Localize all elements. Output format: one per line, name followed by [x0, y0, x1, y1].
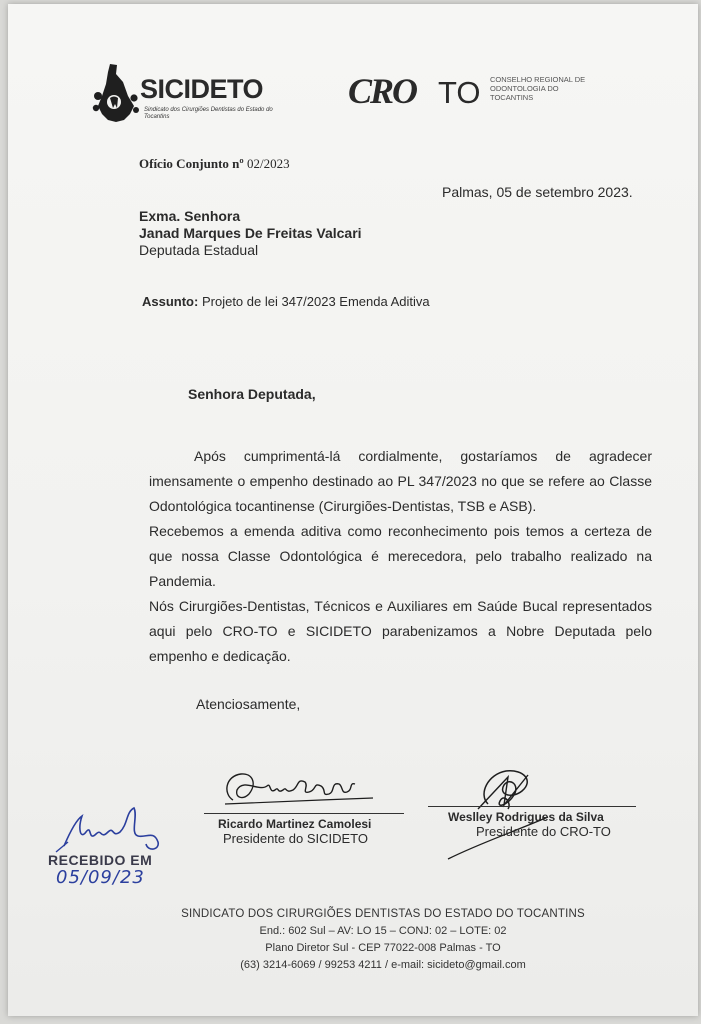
letter-page — [8, 4, 698, 1016]
footer-address-1: End.: 602 Sul – AV: LO 15 – CONJ: 02 – LOTE: 02 — [259, 925, 507, 937]
footer-address-2: Plano Diretor Sul - CEP 77022-008 Palmas - TO — [265, 942, 501, 954]
signature-line — [204, 813, 404, 814]
recipient-salutation: Exma. Senhora — [139, 208, 241, 224]
greeting: Senhora Deputada, — [188, 386, 316, 402]
signer-name: Ricardo Martinez Camolesi — [218, 817, 372, 831]
closing: Atenciosamente, — [196, 696, 301, 712]
cro-suffix: TO — [438, 75, 481, 110]
recipient-name: Janad Marques De Freitas Valcari — [139, 225, 362, 241]
recipient-block — [139, 208, 362, 259]
signature-block-1 — [218, 817, 371, 846]
stamp-date: 05/09/23 — [56, 867, 145, 888]
subject-line — [142, 294, 430, 309]
signer-role: Presidente do SICIDETO — [223, 831, 368, 846]
subject-text: Projeto de lei 347/2023 Emenda Aditiva — [201, 294, 430, 309]
sicideto-subtitle: Sindicato dos Cirurgiões Dentistas do Estado do Tocantins — [144, 107, 273, 120]
signature-ricardo-image — [213, 764, 383, 814]
recipient-title: Deputada Estadual — [139, 242, 259, 258]
oficio-number: 02/2023 — [246, 156, 290, 171]
signature-block-2 — [448, 810, 611, 839]
cro-to-logo — [348, 70, 598, 116]
subject-label: Assunto: — [142, 294, 199, 309]
sicideto-name: SICIDETO — [140, 74, 264, 104]
sicideto-logo — [90, 62, 290, 126]
body-paragraph: Nós Cirurgiões-Dentistas, Técnicos e Auxiliares em Saúde Bucal representados aqui pelo CRO-TO e SICIDETO parabenizamos a Nobre Deputada pelo empenho e dedicação. — [149, 598, 652, 664]
oficio-label: Ofício Conjunto nº — [139, 156, 244, 171]
footer-organization: SINDICATO DOS CIRURGIÕES DENTISTAS DO ESTADO DO TOCANTINS — [181, 908, 585, 920]
date-line: Palmas, 05 de setembro 2023. — [442, 184, 633, 200]
cro-mark: CRO — [348, 71, 417, 111]
body-paragraph: Após cumprimentá-lá cordialmente, gostaríamos de agradecer imensamente o empenho destinado ao PL 347/2023 no que se refere ao Classe Odontológica tocantinense (Cirurgiões-Dentistas, TSB e ASB). — [149, 448, 652, 514]
received-stamp — [42, 802, 192, 897]
oficio-line — [139, 156, 290, 172]
letter-body — [149, 444, 652, 669]
stamp-label: RECEBIDO EM — [48, 852, 153, 868]
body-paragraph: Recebemos a emenda aditiva como reconhecimento pois temos a certeza de que nossa Classe Odontológica é merecedora, pelo trabalho realizado na Pandemia. — [149, 523, 652, 589]
signer-name: Weslley Rodrigues da Silva — [448, 810, 604, 824]
footer-contact: (63) 3214-6069 / 99253 4211 / e-mail: sicideto@gmail.com — [240, 959, 526, 971]
tocantins-map-icon — [90, 62, 142, 126]
signature-line — [428, 806, 636, 807]
cro-full-name: CONSELHO REGIONAL DE ODONTOLOGIA DO TOCANTINS — [490, 75, 586, 102]
letter-footer — [158, 906, 608, 974]
signer-role: Presidente do CRO-TO — [476, 824, 611, 839]
